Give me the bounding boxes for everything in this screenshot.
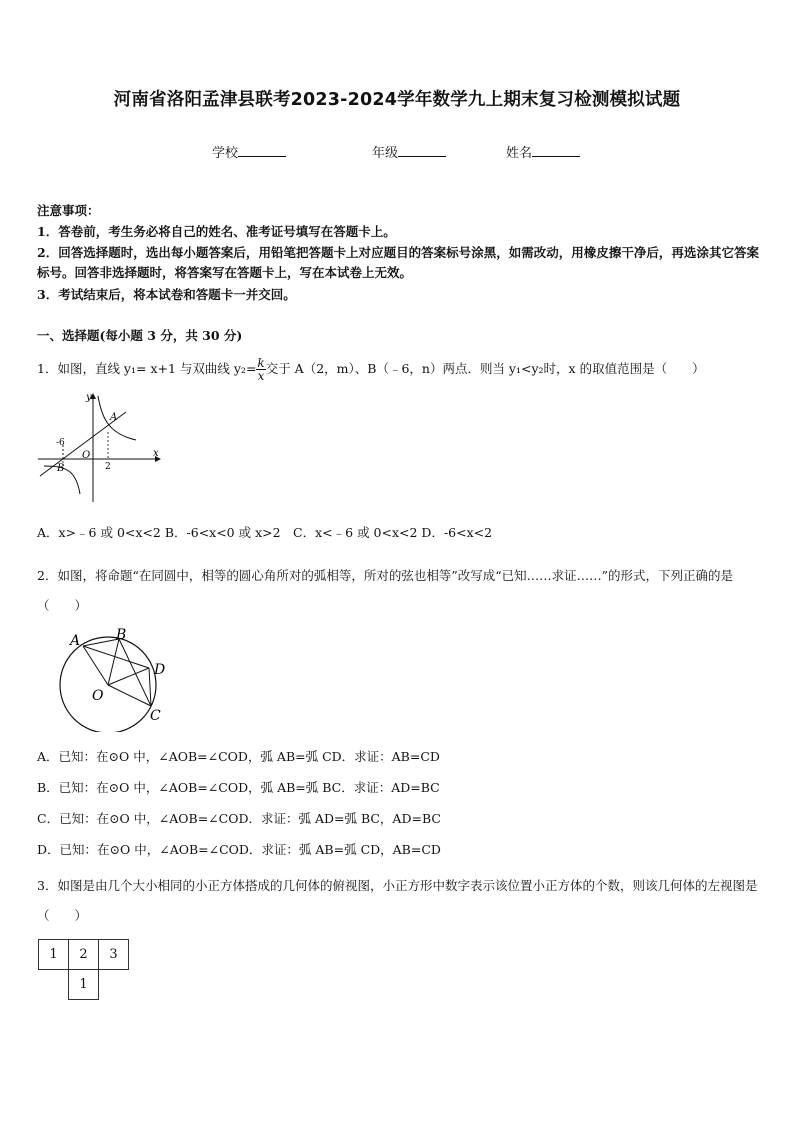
graph-label-a: A xyxy=(110,412,118,423)
radius-oc xyxy=(108,685,151,706)
grid-cell-empty xyxy=(99,970,129,1000)
grade-label: 年级 xyxy=(372,146,399,161)
q1-function-graph xyxy=(36,390,166,508)
notes-heading: 注意事项： xyxy=(37,203,100,218)
chord-dc xyxy=(149,668,151,706)
radius-ob xyxy=(108,639,119,685)
section-heading: 一、选择题(每小题 3 分，共 30 分) xyxy=(37,328,243,343)
school-blank xyxy=(238,143,286,157)
q2-option-a: A．已知：在⊙O 中，∠AOB=∠COD，弧 AB=弧 CD．求证：AB=CD xyxy=(37,749,440,764)
question-1-stem xyxy=(37,357,705,382)
question-1-options: A．x>﹣6 或 0<x<2 B．-6<x<0 或 x>2 C．x<﹣6 或 0<x<2 D．-6<x<2 xyxy=(37,525,493,540)
circle-label-a: A xyxy=(70,633,81,649)
chord-ad xyxy=(83,646,149,668)
chord-ab xyxy=(83,639,119,646)
q2-option-d: D．已知：在⊙O 中，∠AOB=∠COD．求证：弧 AB=弧 CD，AB=CD xyxy=(37,842,441,857)
q1-frac-num: k xyxy=(257,356,265,370)
question-3-stem: 3．如图是由几个大小相同的小正方体搭成的几何体的俯视图，小正方形中数字表示该位置小正方体的个数，则该几何体的左视图是（ ） xyxy=(37,878,758,923)
grade-field xyxy=(372,142,446,161)
graph-label-x: x xyxy=(153,448,159,459)
circle-label-d: D xyxy=(154,662,166,678)
grid-row-1 xyxy=(39,940,129,970)
grid-cell-empty xyxy=(39,970,69,1000)
question-2-stem: 2．如图，将命题“在同圆中，相等的圆心角所对的弧相等，所对的弦也相等”改写成“已知……求证……”的形式，下列正确的是（ ） xyxy=(37,568,734,613)
q2-circle-figure xyxy=(50,626,174,732)
graph-label-two: 2 xyxy=(105,462,111,472)
name-label: 姓名 xyxy=(506,146,533,161)
school-label: 学校 xyxy=(212,146,239,161)
circle-label-o: O xyxy=(92,688,104,704)
grid-cell: 1 xyxy=(39,940,69,970)
name-field xyxy=(506,142,580,161)
graph-label-b: B xyxy=(57,463,65,474)
grid-cell: 3 xyxy=(99,940,129,970)
q1-fraction xyxy=(256,357,265,382)
graph-label-origin: O xyxy=(82,450,91,461)
q2-option-c: C．已知：在⊙O 中，∠AOB=∠COD．求证：弧 AD=弧 BC，AD=BC xyxy=(37,811,441,826)
school-field xyxy=(212,142,286,161)
grid-row-2 xyxy=(39,970,129,1000)
q2-option-b: B．已知：在⊙O 中，∠AOB=∠COD，弧 AB=弧 BC．求证：AD=BC xyxy=(37,780,440,795)
chord-bc xyxy=(119,639,151,706)
radius-oa xyxy=(83,646,108,685)
note-item-1: 1．答卷前，考生务必将自己的姓名、准考证号填写在答题卡上。 xyxy=(37,224,396,239)
graph-label-neg6: -6 xyxy=(56,438,65,448)
q1-part2: 交于 A（2，m）、B（﹣6，n）两点．则当 y₁<y₂时，x 的取值范围是（ ） xyxy=(265,361,705,376)
note-item-2: 2．回答选择题时，选出每小题答案后，用铅笔把答题卡上对应题目的答案标号涂黑，如需改动，用橡皮擦干净后，再选涂其它答案标号。回答非选择题时，将答案写在答题卡上，写在本试卷上无效。 xyxy=(37,245,759,280)
q3-top-view-grid xyxy=(38,939,129,1000)
grade-blank xyxy=(398,143,446,157)
circle-label-b: B xyxy=(116,627,127,643)
name-blank xyxy=(532,143,580,157)
q1-part1: 1．如图，直线 y₁= x+1 与双曲线 y₂= xyxy=(37,361,257,376)
exam-title: 河南省洛阳孟津县联考2023-2024学年数学九上期末复习检测模拟试题 xyxy=(113,90,681,110)
radius-od xyxy=(108,668,149,685)
grid-cell: 1 xyxy=(69,970,99,1000)
circle-label-c: C xyxy=(150,708,161,724)
q1-frac-den: x xyxy=(257,369,265,383)
graph-label-y: y xyxy=(86,392,92,403)
grid-cell: 2 xyxy=(69,940,99,970)
note-item-3: 3．考试结束后，将本试卷和答题卡一并交回。 xyxy=(37,287,296,302)
